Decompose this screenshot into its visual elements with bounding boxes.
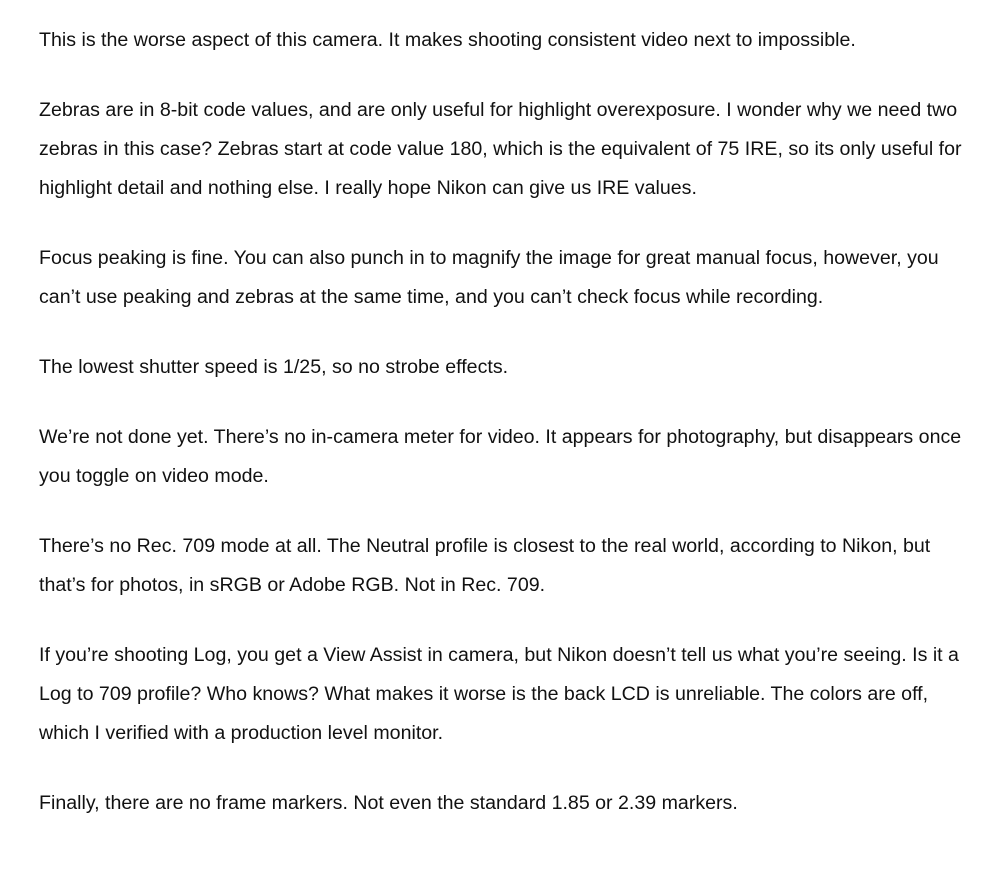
paragraph-rec709: There’s no Rec. 709 mode at all. The Neutral profile is closest to the real world, according to Nikon, but that’s for photos, in sRGB or Adobe RGB. Not in Rec. 709. — [39, 535, 931, 596]
paragraph-frame-markers: Finally, there are no frame markers. Not even the standard 1.85 or 2.39 markers. — [39, 792, 738, 814]
paragraph-log-view-assist: If you’re shooting Log, you get a View Assist in camera, but Nikon doesn’t tell us what you’re seeing. Is it a Log to 709 profile? Who knows? What makes it worse is the back LCD is unreliable. The colors are off, which I verified with a production level monitor. — [39, 644, 959, 744]
paragraph-zebras: Zebras are in 8-bit code values, and are only useful for highlight overexposure. I wonder why we need two zebras in this case? Zebras start at code value 180, which is the equivalent of 75 IRE, so its only useful for highlight detail and nothing else. I really hope Nikon can give us IRE values. — [39, 99, 962, 199]
paragraph-intro: This is the worse aspect of this camera. It makes shooting consistent video next to impossible. — [39, 29, 856, 51]
paragraph-meter: We’re not done yet. There’s no in-camera meter for video. It appears for photography, but disappears once you toggle on video mode. — [39, 426, 962, 487]
paragraph-shutter-speed: The lowest shutter speed is 1/25, so no strobe effects. — [39, 356, 509, 378]
paragraph-focus-peaking: Focus peaking is fine. You can also punch in to magnify the image for great manual focus, however, you can’t use peaking and zebras at the same time, and you can’t check focus while recording. — [39, 247, 939, 308]
article-body — [39, 21, 979, 854]
